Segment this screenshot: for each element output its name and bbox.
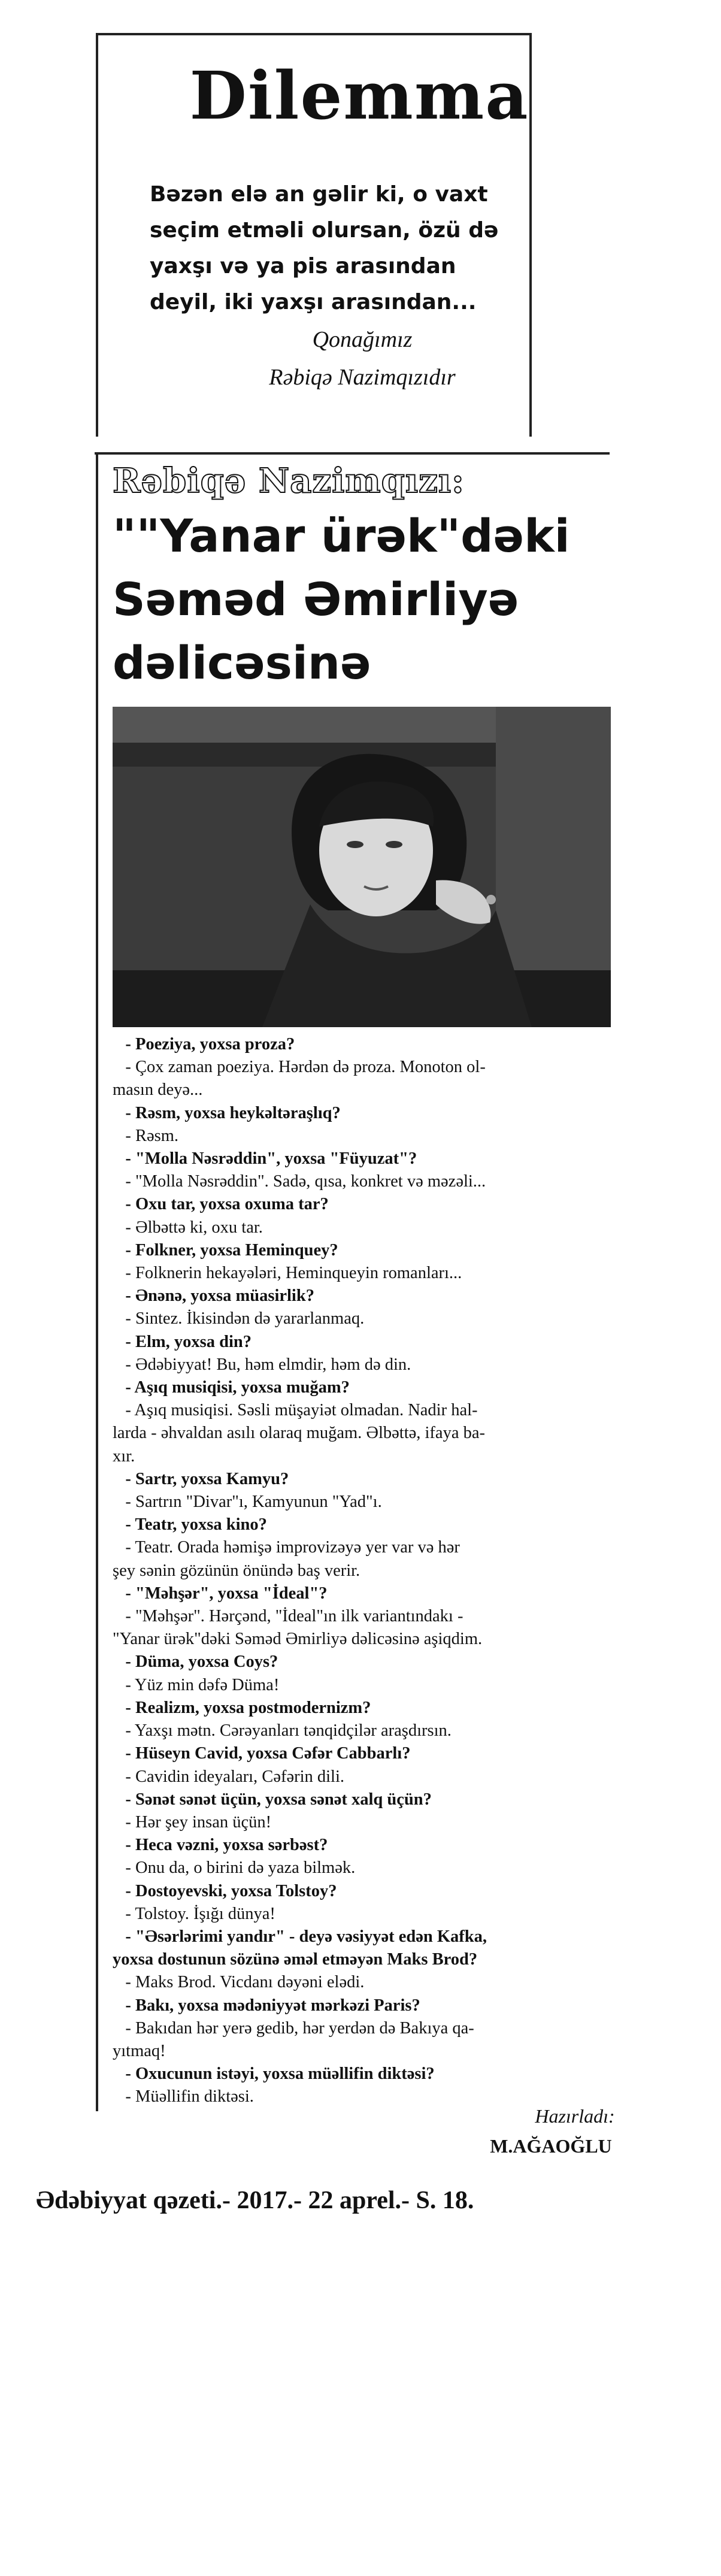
- section-title: Dilemma: [189, 57, 529, 134]
- epigraph-text: Bəzən elə an gəlir ki, o vaxt seçim etməli olursan, özü də yaxşı və ya pis arasından deyil, iki yaxşı arasından...: [150, 182, 499, 314]
- answer-line: - Bakıdan hər yerə gedib, hər yerdən də Bakıya qa-: [113, 2018, 474, 2038]
- answer-line: larda - əhvaldan asılı olaraq muğam. Əlbəttə, ifaya ba-: [113, 1424, 485, 1443]
- question-line: - Heca vəzni, yoxsa sərbəst?: [113, 1836, 328, 1855]
- answer-line: - Aşıq musiqisi. Səsli müşayiət olmadan. Nadir hal-: [113, 1401, 478, 1420]
- question-line: - "Molla Nəsrəddin", yoxsa "Füyuzat"?: [113, 1149, 417, 1169]
- answer-line: - Sintez. İkisindən də yararlanmaq.: [113, 1309, 365, 1328]
- question-line: - Poeziya, yoxsa proza?: [113, 1035, 295, 1054]
- answer-line: - Hər şey insan üçün!: [113, 1812, 272, 1832]
- answer-line: - Əlbəttə ki, oxu tar.: [113, 1218, 263, 1237]
- question-line: - "Məhşər", yoxsa "İdeal"?: [113, 1584, 328, 1603]
- question-line: - Dostoyevski, yoxsa Tolstoy?: [113, 1881, 337, 1900]
- question-line: - Folkner, yoxsa Heminquey?: [113, 1240, 338, 1260]
- interview-qa: [113, 1033, 610, 2109]
- answer-line: xır.: [113, 1446, 135, 1466]
- answer-line: - Çox zaman poeziya. Hərdən də proza. Monoton ol-: [113, 1058, 486, 1077]
- answer-line: - Ədəbiyyat! Bu, həm elmdir, həm də din.: [113, 1355, 411, 1374]
- answer-line: - Yüz min dəfə Düma!: [113, 1675, 280, 1694]
- portrait-image: [113, 707, 611, 1027]
- article-top-rule: [95, 452, 610, 455]
- question-line: - Aşıq musiqisi, yoxsa muğam?: [113, 1378, 350, 1397]
- answer-line: - Cavidin ideyaları, Cəfərin dili.: [113, 1767, 345, 1786]
- answer-line: - Rəsm.: [113, 1126, 179, 1145]
- answer-line: - "Məhşər". Hərçənd, "İdeal"ın ilk variantındakı -: [113, 1607, 463, 1626]
- portrait-photo: [113, 707, 611, 1027]
- answer-line: - Sartrın "Divar"ı, Kamyunun "Yad"ı.: [113, 1493, 382, 1512]
- question-line: - Elm, yoxsa din?: [113, 1332, 252, 1351]
- answer-line: masın deyə...: [113, 1080, 203, 1100]
- answer-line: - Teatr. Orada həmişə improvizəyə yer var və hər: [113, 1538, 460, 1557]
- question-line: - Teatr, yoxsa kino?: [113, 1515, 267, 1534]
- question-line: - Realizm, yoxsa postmodernizm?: [113, 1698, 371, 1717]
- answer-line: şey sənin gözünün önündə baş verir.: [113, 1561, 360, 1580]
- answer-line: - Onu da, o birini də yaza bilmək.: [113, 1858, 356, 1878]
- question-line: - Oxucunun istəyi, yoxsa müəllifin diktəsi?: [113, 2065, 435, 2084]
- answer-line: - Maks Brod. Vicdanı dəyəni elədi.: [113, 1973, 365, 1992]
- answer-line: "Yanar ürək"dəki Səməd Əmirliyə dəlicəsinə aşiqdim.: [113, 1630, 483, 1649]
- article-left-rule: [96, 452, 98, 2111]
- prepared-by-label: Hazırladı:: [535, 2105, 615, 2127]
- answer-line: yıtmaq!: [113, 2041, 166, 2060]
- guest-name: Rəbiqə Nazimqızıdır: [269, 365, 456, 390]
- question-line: - Rəsm, yoxsa heykəltəraşlıq?: [113, 1103, 341, 1122]
- question-line: - Ənənə, yoxsa müasirlik?: [113, 1287, 314, 1306]
- answer-line: - "Molla Nəsrəddin". Sadə, qısa, konkret və məzəli...: [113, 1172, 486, 1191]
- answer-line: - Folknerin hekayələri, Heminqueyin romanları...: [113, 1264, 462, 1283]
- question-line: - "Əsərlərimi yandır" - deyə vəsiyyət edən Kafka,: [113, 1927, 487, 1946]
- question-line: - Sartr, yoxsa Kamyu?: [113, 1469, 289, 1488]
- question-line: - Hüseyn Cavid, yoxsa Cəfər Cabbarlı?: [113, 1744, 411, 1763]
- question-line: - Düma, yoxsa Coys?: [113, 1652, 278, 1672]
- question-line: - Oxu tar, yoxsa oxuma tar?: [113, 1195, 329, 1214]
- answer-line: - Müəllifin diktəsi.: [113, 2087, 254, 2106]
- answer-line: - Tolstoy. İşığı dünya!: [113, 1904, 275, 1923]
- source-citation: Ədəbiyyat qəzeti.- 2017.- 22 aprel.- S. 18.: [36, 2187, 474, 2214]
- headline-name: Rəbiqə Nazimqızı:: [113, 461, 465, 501]
- question-line: - Bakı, yoxsa mədəniyyət mərkəzi Paris?: [113, 1996, 420, 2015]
- question-line: - Sənət sənət üçün, yoxsa sənət xalq üçün?: [113, 1790, 432, 1809]
- prepared-by-name: M.AĞAOĞLU: [490, 2135, 612, 2157]
- question-line: yoxsa dostunun sözünə əməl etməyən Maks Brod?: [113, 1950, 478, 1969]
- guest-label: Qonağımız: [312, 327, 413, 352]
- answer-line: - Yaxşı mətn. Cərəyanları tənqidçilər araşdırsın.: [113, 1721, 452, 1740]
- headline-title: ""Yanar ürək"dəki Səməd Əmirliyə dəlicəsinə: [113, 509, 570, 689]
